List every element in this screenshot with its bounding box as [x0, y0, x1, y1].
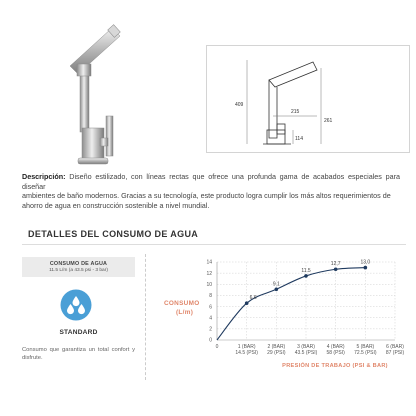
- series-line: [217, 268, 365, 340]
- x-tick-label-bar: 1 (BAR): [237, 344, 256, 350]
- y-tick-label: 10: [206, 281, 212, 288]
- dim-height: 409: [235, 102, 244, 108]
- y-tick-label: 0: [209, 337, 212, 344]
- x-tick-label-psi: 58 (PSI): [326, 350, 345, 356]
- section-divider: [22, 244, 406, 245]
- description-line-3: ahorro de agua en construcción sostenible a nivel mundial.: [22, 200, 210, 210]
- x-tick-label-bar: 2 (BAR): [267, 344, 286, 350]
- x-tick-label-psi: 87 (PSI): [385, 350, 405, 356]
- product-description: [22, 172, 400, 210]
- standard-description: Consumo que garantiza un total confort y disfrute.: [22, 347, 135, 362]
- x-tick-label-psi: 43.5 (PSI): [294, 350, 318, 356]
- data-point: [275, 288, 279, 292]
- standard-label: STANDARD: [59, 329, 98, 336]
- description-line-1: Diseño estilizado, con líneas rectas que ofrece una profunda gama de acabados especiales para diseñar: [22, 172, 400, 191]
- x-tick-label-psi: 72.5 (PSI): [354, 350, 377, 356]
- data-label: 12,7: [330, 261, 341, 268]
- y-tick-label: 4: [209, 315, 212, 322]
- data-point: [245, 301, 249, 305]
- dim-base: 114: [295, 136, 303, 142]
- water-consumption-value: 11.5 L/m (a 43.5 psi - 3 bar): [49, 268, 108, 273]
- data-label: 11.5: [301, 267, 311, 274]
- chart-axes: [206, 260, 404, 356]
- data-label: 13,0: [360, 259, 371, 266]
- x-tick-label-bar: 3 (BAR): [297, 344, 315, 350]
- description-label: Descripción:: [22, 172, 66, 181]
- column-divider: [145, 254, 146, 380]
- dim-spout-height: 261: [324, 118, 333, 124]
- dim-reach: 215: [291, 109, 300, 115]
- data-point: [304, 274, 308, 278]
- data-label: 9.1: [272, 281, 280, 288]
- water-consumption-card: [22, 257, 135, 277]
- y-tick-label: 6: [209, 304, 212, 311]
- consumption-chart: [155, 250, 413, 390]
- y-tick-label: 8: [209, 293, 212, 300]
- x-tick-label-bar: 6 (BAR): [386, 344, 404, 350]
- x-tick-label-psi: 29 (PSI): [267, 350, 286, 356]
- description-line-2: ambientes de baño modernos. Gracias a su tecnología, este producto logra cumplir los más altos requerimientos de: [22, 191, 391, 201]
- technical-drawing: [206, 45, 410, 153]
- faucet-photo: [40, 20, 150, 170]
- y-tick-label: 14: [206, 259, 212, 266]
- x-tick-label-psi: 14.5 (PSI): [235, 350, 258, 356]
- y-axis-label-line-1: CONSUMO: [164, 300, 200, 307]
- data-label: 0: [215, 344, 219, 350]
- y-tick-label: 2: [209, 326, 212, 333]
- x-axis-label: PRESIÓN DE TRABAJO (PSI & BAR): [282, 363, 388, 369]
- x-tick-label-bar: 5 (BAR): [356, 344, 375, 350]
- section-title: DETALLES DEL CONSUMO DE AGUA: [28, 229, 199, 239]
- y-axis-label-line-2: (L/m): [176, 309, 194, 316]
- water-drops-icon: [60, 289, 92, 321]
- x-tick-label-bar: 4 (BAR): [326, 344, 345, 350]
- data-point: [364, 266, 368, 270]
- water-consumption-title: CONSUMO DE AGUA: [49, 261, 108, 267]
- y-tick-label: 12: [206, 270, 212, 277]
- data-point: [334, 267, 338, 271]
- data-label: 6.6: [249, 295, 257, 302]
